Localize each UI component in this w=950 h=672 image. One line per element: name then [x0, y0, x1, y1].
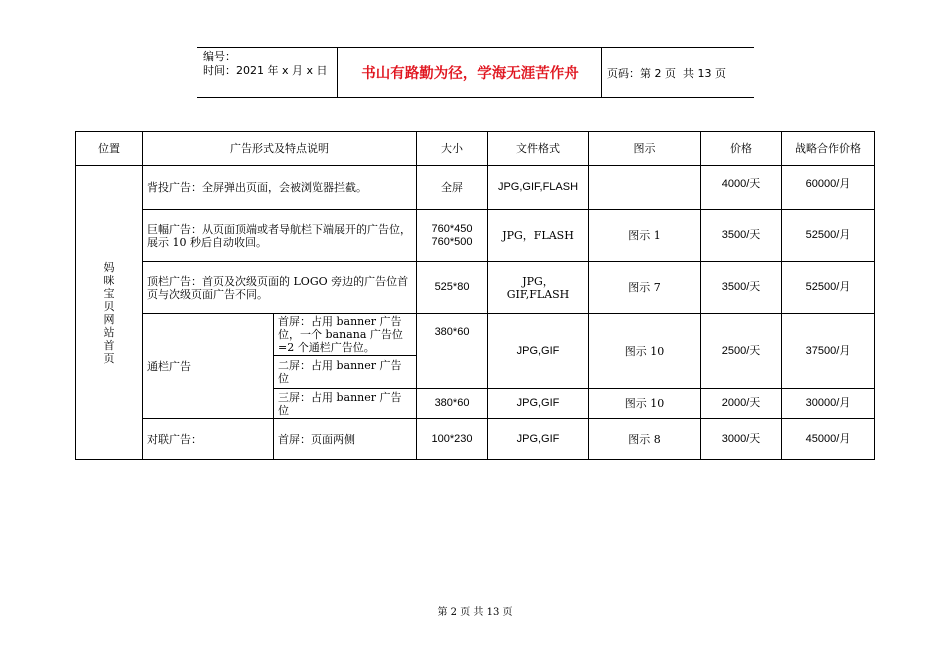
- strategic-price-cell: 52500/月: [782, 262, 875, 314]
- desc-cell: 背投广告：全屏弹出页面，会被浏览器拦截。: [143, 166, 417, 210]
- sub-desc-cell: 首屏：页面两侧: [274, 419, 417, 460]
- ad-group-cell: 通栏广告: [143, 314, 274, 419]
- illus-cell: 图示 8: [589, 419, 701, 460]
- price-cell: 2500/天: [701, 314, 782, 389]
- strategic-price-cell: 30000/月: [782, 389, 875, 419]
- ad-group-cell: 对联广告：: [143, 419, 274, 460]
- strategic-price-cell: 45000/月: [782, 419, 875, 460]
- illus-cell: 图示 10: [589, 314, 701, 389]
- header-motto: 书山有路勤为径，学海无涯苦作舟: [361, 66, 579, 82]
- sub-desc-cell: 三屏：占用 banner 广告位: [274, 389, 417, 419]
- page-header: [197, 47, 754, 98]
- size-cell: 380*60: [417, 314, 488, 389]
- illus-cell: 图示 1: [589, 210, 701, 262]
- desc-cell: 巨幅广告：从页面顶端或者导航栏下端展开的广告位，展示 10 秒后自动收回。: [143, 210, 417, 262]
- strategic-price-cell: 37500/月: [782, 314, 875, 389]
- sub-desc-cell: 首屏：占用 banner 广告位，一个 banana 广告位=2 个通栏广告位。: [274, 314, 417, 356]
- format-cell: JPG,GIF: [488, 419, 589, 460]
- size-cell: 525*80: [417, 262, 488, 314]
- header-cell: 价格: [701, 132, 782, 166]
- table-row: [76, 262, 875, 314]
- price-cell: 3500/天: [701, 210, 782, 262]
- format-cell: JPG,GIF,FLASH: [488, 166, 589, 210]
- size-cell: 100*230: [417, 419, 488, 460]
- header-cell: 广告形式及特点说明: [143, 132, 417, 166]
- table-row: [76, 210, 875, 262]
- price-cell: 3000/天: [701, 419, 782, 460]
- header-divider: [601, 48, 602, 97]
- sub-desc-cell: 二屏：占用 banner 广告位: [274, 356, 417, 389]
- ad-price-table: [75, 131, 875, 460]
- illus-cell: 图示 7: [589, 262, 701, 314]
- table-row: [76, 314, 875, 356]
- page-counter: 页码：第 2 页 共 13 页: [607, 66, 726, 80]
- strategic-price-cell: 52500/月: [782, 210, 875, 262]
- price-cell: 3500/天: [701, 262, 782, 314]
- page-footer: 第 2 页 共 13 页: [437, 607, 513, 618]
- header-cell: 大小: [417, 132, 488, 166]
- number-label: 编号：: [203, 50, 236, 63]
- table-row: [76, 166, 875, 210]
- size-cell: 760*450 760*500: [417, 210, 488, 262]
- format-cell: JPG,GIF: [488, 389, 589, 419]
- table-row: [76, 419, 875, 460]
- format-cell: JPG，FLASH: [488, 210, 589, 262]
- strategic-price-cell: 60000/月: [782, 166, 875, 210]
- header-cell: 位置: [76, 132, 143, 166]
- header-cell: 图示: [589, 132, 701, 166]
- desc-cell: 顶栏广告：首页及次级页面的 LOGO 旁边的广告位首页与次级页面广告不同。: [143, 262, 417, 314]
- illus-cell: [589, 166, 701, 210]
- price-cell: 4000/天: [701, 166, 782, 210]
- header-cell: 战略合作价格: [782, 132, 875, 166]
- format-cell: JPG,GIF: [488, 314, 589, 389]
- header-meta: [203, 50, 328, 78]
- time-label: 时间：2021 年 x 月 x 日: [203, 64, 328, 77]
- location-cell: 妈 咪 宝 贝 网 站 首 页: [76, 166, 143, 460]
- illus-cell: 图示 10: [589, 389, 701, 419]
- table-header-row: [76, 132, 875, 166]
- price-cell: 2000/天: [701, 389, 782, 419]
- format-cell: JPG，GIF,FLASH: [488, 262, 589, 314]
- header-cell: 文件格式: [488, 132, 589, 166]
- header-divider: [337, 48, 338, 97]
- size-cell: 380*60: [417, 389, 488, 419]
- size-cell: 全屏: [417, 166, 488, 210]
